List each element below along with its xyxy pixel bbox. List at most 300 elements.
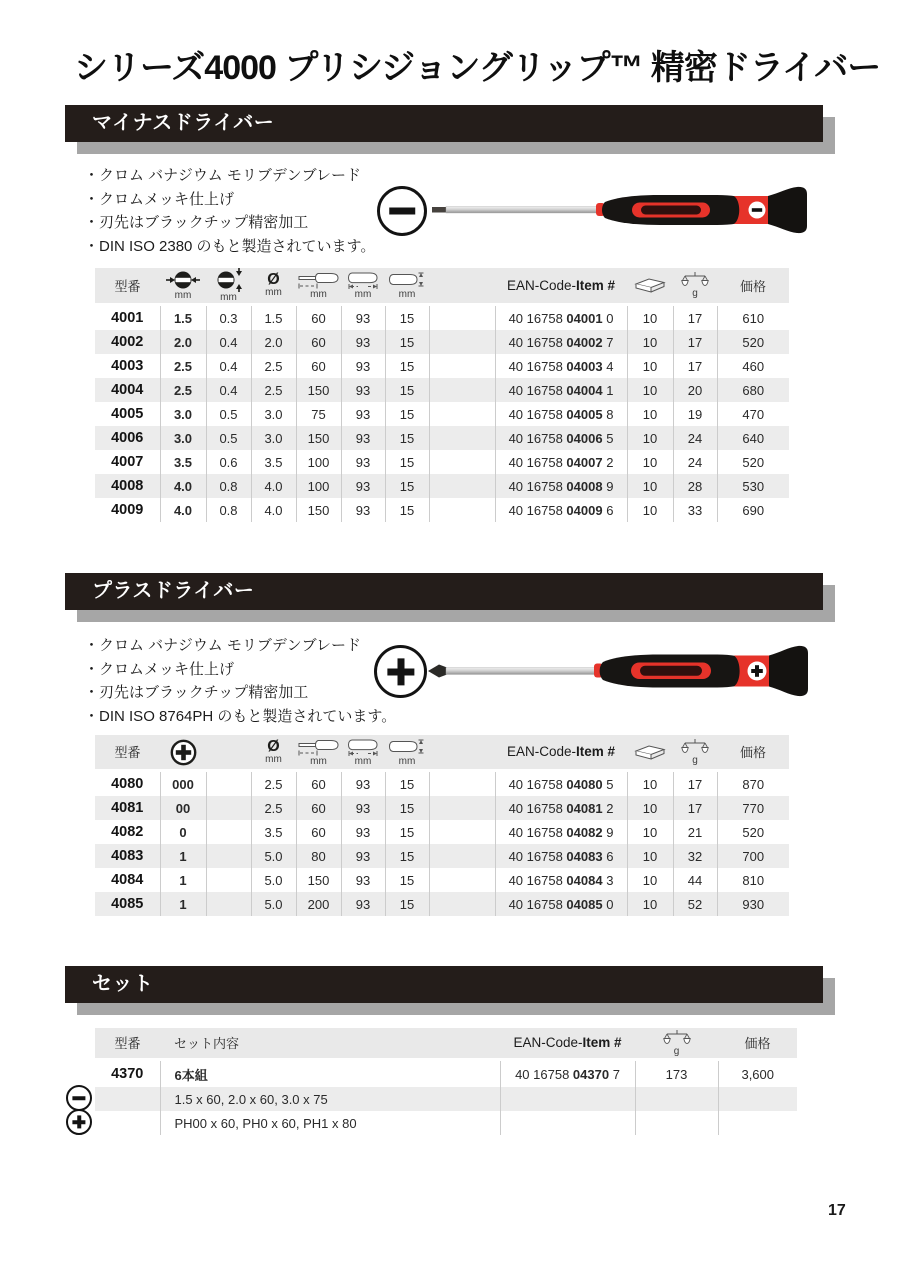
handle-length-value: 93 [341, 426, 385, 450]
blade-length-value: 150 [296, 378, 341, 402]
unit-label: g [673, 1045, 680, 1057]
spacer-cell [429, 868, 495, 892]
scale-icon [681, 739, 709, 755]
pack-quantity-value: 10 [627, 796, 673, 820]
handle-length-value: 93 [341, 354, 385, 378]
phillips-size-icon [170, 739, 197, 766]
handle-length-value: 93 [341, 474, 385, 498]
slotted-drivers-table [95, 268, 789, 522]
table-row [95, 868, 789, 892]
diameter-icon: Ø [267, 737, 280, 755]
model-number: 4008 [111, 478, 144, 494]
pack-quantity-value: 10 [627, 844, 673, 868]
table-row [95, 426, 789, 450]
price-value: 520 [717, 330, 789, 354]
set-table-wrapper [95, 1028, 797, 1135]
ean-code: 40 16758 04007 2 [495, 450, 627, 474]
table-row [95, 1111, 797, 1135]
pack-quantity-value: 10 [627, 426, 673, 450]
price-column-header: 価格 [717, 268, 789, 305]
handle-diameter-column-header [385, 735, 429, 771]
shaft-diameter-value: 2.5 [251, 771, 296, 797]
price-value: 810 [717, 868, 789, 892]
unit-label: g [692, 288, 698, 299]
handle-diameter-value: 15 [385, 771, 429, 797]
weight-column-header [673, 735, 717, 771]
model-number: 4009 [111, 502, 144, 518]
unit-label: g [692, 754, 698, 766]
blade-length-column-header [296, 268, 341, 305]
blade-thickness-icon [214, 268, 244, 292]
ean-code: 40 16758 04008 9 [495, 474, 627, 498]
shaft-diameter-value: 5.0 [251, 868, 296, 892]
pack-quantity-column-header [627, 268, 673, 305]
phillips-screwdriver-image [428, 640, 828, 702]
blank-cell [206, 796, 251, 820]
handle-length-icon [347, 271, 379, 289]
price-value: 460 [717, 354, 789, 378]
blade-thickness-value: 0.6 [206, 450, 251, 474]
weight-value: 17 [673, 771, 717, 797]
model-number: 4003 [111, 358, 144, 374]
section-header-sets [65, 966, 823, 1003]
handle-diameter-value: 15 [385, 450, 429, 474]
blade-length-value: 200 [296, 892, 341, 916]
blade-length-value: 100 [296, 450, 341, 474]
feature-item: ・ クロム バナジウム モリブデンブレード [84, 634, 396, 658]
handle-length-value: 93 [341, 820, 385, 844]
price-value [718, 1111, 797, 1135]
unit-label: mm [354, 289, 372, 300]
spacer-cell [429, 378, 495, 402]
pack-quantity-column-header [627, 735, 673, 771]
blade-width-value: 2.5 [160, 378, 206, 402]
unit-label: mm [265, 753, 282, 765]
model-number: 4081 [111, 800, 144, 816]
blade-length-value: 60 [296, 354, 341, 378]
phillips-size-value: 1 [160, 844, 206, 868]
ean-code: 40 16758 04005 8 [495, 402, 627, 426]
price-value: 520 [717, 450, 789, 474]
ean-column-header: EAN-Code-Item # [495, 268, 627, 305]
table-row [95, 474, 789, 498]
table-row [95, 378, 789, 402]
model-number: 4083 [111, 848, 144, 864]
weight-value: 52 [673, 892, 717, 916]
shaft-diameter-value: 3.5 [251, 450, 296, 474]
unit-label: mm [220, 292, 237, 303]
phillips-size-value: 000 [160, 771, 206, 797]
table-row [95, 820, 789, 844]
table-row [95, 402, 789, 426]
blade-width-value: 2.0 [160, 330, 206, 354]
handle-length-value: 93 [341, 796, 385, 820]
handle-diameter-icon [389, 738, 425, 756]
section-header-label: セット [92, 973, 154, 995]
price-column-header: 価格 [717, 735, 789, 771]
unit-label: mm [310, 289, 327, 300]
shaft-diameter-column-header [251, 268, 296, 305]
section-header-label: プラスドライバー [92, 580, 255, 602]
handle-length-value: 93 [341, 378, 385, 402]
model-number: 4085 [111, 896, 144, 912]
handle-length-column-header [341, 268, 385, 305]
pack-quantity-value: 10 [627, 892, 673, 916]
shaft-diameter-value: 4.0 [251, 474, 296, 498]
weight-value [635, 1111, 718, 1135]
table-row [95, 450, 789, 474]
weight-value: 32 [673, 844, 717, 868]
handle-length-value: 93 [341, 402, 385, 426]
pack-quantity-value: 10 [627, 498, 673, 522]
pack-quantity-value: 10 [627, 378, 673, 402]
spacer-cell [429, 820, 495, 844]
spacer-cell [429, 892, 495, 916]
slotted-screwdriver-image [432, 182, 824, 238]
pack-quantity-value: 10 [627, 450, 673, 474]
spacer-cell [429, 402, 495, 426]
price-value: 930 [717, 892, 789, 916]
handle-diameter-value: 15 [385, 474, 429, 498]
weight-value: 17 [673, 796, 717, 820]
shaft-diameter-value: 4.0 [251, 498, 296, 522]
pack-quantity-value: 10 [627, 402, 673, 426]
weight-value: 20 [673, 378, 717, 402]
table-row [95, 330, 789, 354]
ean-code: 40 16758 04081 2 [495, 796, 627, 820]
feature-item: ・ クロムメッキ仕上げ [84, 188, 375, 212]
weight-value: 44 [673, 868, 717, 892]
table-header-row [95, 1028, 797, 1060]
scale-icon [681, 272, 709, 288]
shaft-diameter-value: 5.0 [251, 892, 296, 916]
model-number: 4005 [111, 406, 144, 422]
pack-quantity-value: 10 [627, 868, 673, 892]
blade-length-column-header [296, 735, 341, 771]
price-value: 870 [717, 771, 789, 797]
blade-thickness-value: 0.8 [206, 498, 251, 522]
handle-diameter-value: 15 [385, 305, 429, 331]
price-value: 700 [717, 844, 789, 868]
ean-code: 40 16758 04080 5 [495, 771, 627, 797]
shaft-diameter-value: 1.5 [251, 305, 296, 331]
spacer-cell [429, 474, 495, 498]
minus-circle-icon [66, 1085, 92, 1111]
handle-diameter-value: 15 [385, 426, 429, 450]
weight-value: 28 [673, 474, 717, 498]
ean-code: 40 16758 04004 1 [495, 378, 627, 402]
spacer-column-header [429, 268, 495, 305]
blade-length-value: 80 [296, 844, 341, 868]
blade-width-column-header [160, 268, 206, 305]
blade-length-value: 60 [296, 771, 341, 797]
blade-thickness-value: 0.4 [206, 330, 251, 354]
handle-diameter-value: 15 [385, 868, 429, 892]
unit-label: mm [174, 290, 192, 301]
feature-item: ・ クロム バナジウム モリブデンブレード [84, 164, 375, 188]
ean-code: 40 16758 04370 7 [500, 1060, 635, 1088]
handle-length-icon [347, 738, 379, 756]
feature-list-phillips [84, 634, 396, 728]
model-number: 4084 [111, 872, 144, 888]
blade-length-value: 60 [296, 796, 341, 820]
phillips-size-value: 1 [160, 892, 206, 916]
blade-thickness-value: 0.5 [206, 402, 251, 426]
blade-length-value: 150 [296, 426, 341, 450]
blade-length-value: 60 [296, 305, 341, 331]
price-value: 530 [717, 474, 789, 498]
handle-length-value: 93 [341, 305, 385, 331]
price-value: 640 [717, 426, 789, 450]
weight-column-header [635, 1028, 718, 1060]
diameter-icon: Ø [267, 271, 280, 288]
unit-label: mm [398, 289, 416, 300]
table-header-row [95, 268, 789, 305]
price-value: 680 [717, 378, 789, 402]
blank-cell [206, 771, 251, 797]
page-number: 17 [828, 1202, 846, 1219]
handle-length-value: 93 [341, 868, 385, 892]
handle-diameter-icon [389, 271, 425, 289]
weight-value: 17 [673, 354, 717, 378]
feature-item: ・ クロムメッキ仕上げ [84, 658, 396, 682]
shaft-diameter-column-header [251, 735, 296, 771]
table-row [95, 796, 789, 820]
weight-value: 33 [673, 498, 717, 522]
pack-quantity-value: 10 [627, 771, 673, 797]
spacer-cell [429, 354, 495, 378]
blade-width-icon [166, 270, 200, 290]
set-content-value: 1.5 x 60, 2.0 x 60, 3.0 x 75 [160, 1087, 500, 1111]
table-row [95, 844, 789, 868]
set-content-column-header: セット内容 [160, 1028, 500, 1060]
ean-code: 40 16758 04003 4 [495, 354, 627, 378]
ean-code [500, 1087, 635, 1111]
section-header-phillips-drivers [65, 573, 823, 610]
unit-label: mm [398, 755, 416, 767]
ean-code: 40 16758 04083 6 [495, 844, 627, 868]
weight-value [635, 1087, 718, 1111]
model-number: 4006 [111, 430, 144, 446]
unit-label: mm [310, 755, 327, 767]
spacer-cell [429, 330, 495, 354]
price-value: 770 [717, 796, 789, 820]
plus-circle-icon [374, 645, 427, 698]
plus-circle-icon [66, 1109, 92, 1135]
phillips-size-value: 1 [160, 868, 206, 892]
spacer-cell [429, 498, 495, 522]
blade-length-value: 150 [296, 868, 341, 892]
ean-code: 40 16758 04009 6 [495, 498, 627, 522]
weight-value: 17 [673, 305, 717, 331]
handle-diameter-value: 15 [385, 892, 429, 916]
model-number: 4082 [111, 824, 144, 840]
phillips-size-column-header [160, 735, 206, 771]
price-value: 690 [717, 498, 789, 522]
blank-cell [206, 892, 251, 916]
handle-diameter-column-header [385, 268, 429, 305]
blade-length-value: 60 [296, 820, 341, 844]
spacer-cell [429, 796, 495, 820]
blade-width-value: 3.5 [160, 450, 206, 474]
ean-code: 40 16758 04002 7 [495, 330, 627, 354]
table-header-row [95, 735, 789, 771]
table-row [95, 1087, 797, 1111]
blade-thickness-value: 0.5 [206, 426, 251, 450]
shaft-diameter-value: 2.5 [251, 378, 296, 402]
blank-cell [206, 820, 251, 844]
ean-column-header: EAN-Code-Item # [500, 1028, 635, 1060]
model-number [95, 1087, 160, 1111]
shaft-diameter-value: 3.0 [251, 426, 296, 450]
blade-thickness-column-header [206, 268, 251, 305]
blade-length-value: 150 [296, 498, 341, 522]
weight-column-header [673, 268, 717, 305]
blade-width-value: 2.5 [160, 354, 206, 378]
blade-thickness-value: 0.8 [206, 474, 251, 498]
table-row [95, 354, 789, 378]
blade-length-icon [297, 271, 341, 289]
box-icon [634, 744, 666, 761]
blade-length-value: 60 [296, 330, 341, 354]
pack-quantity-value: 10 [627, 305, 673, 331]
table-row [95, 771, 789, 797]
blade-thickness-value: 0.4 [206, 378, 251, 402]
ean-code: 40 16758 04084 3 [495, 868, 627, 892]
shaft-diameter-value: 5.0 [251, 844, 296, 868]
blade-length-value: 100 [296, 474, 341, 498]
set-content-value: 6本組 [160, 1060, 500, 1088]
shaft-diameter-value: 2.5 [251, 354, 296, 378]
weight-value: 19 [673, 402, 717, 426]
weight-value: 21 [673, 820, 717, 844]
spacer-cell [429, 844, 495, 868]
blade-thickness-value: 0.3 [206, 305, 251, 331]
handle-length-value: 93 [341, 450, 385, 474]
handle-length-value: 93 [341, 498, 385, 522]
handle-diameter-value: 15 [385, 844, 429, 868]
ean-code: 40 16758 04006 5 [495, 426, 627, 450]
section-header-label: マイナスドライバー [92, 112, 275, 134]
ean-code [500, 1111, 635, 1135]
pack-quantity-value: 10 [627, 354, 673, 378]
set-content-value: PH00 x 60, PH0 x 60, PH1 x 80 [160, 1111, 500, 1135]
model-number: 4080 [111, 776, 144, 792]
shaft-diameter-value: 3.5 [251, 820, 296, 844]
box-icon [634, 277, 666, 294]
price-value: 3,600 [718, 1060, 797, 1088]
blade-thickness-value: 0.4 [206, 354, 251, 378]
model-column-header: 型番 [95, 268, 160, 305]
blade-width-value: 4.0 [160, 474, 206, 498]
price-value [718, 1087, 797, 1111]
weight-value: 173 [635, 1060, 718, 1088]
price-column-header: 価格 [718, 1028, 797, 1060]
minus-circle-icon [377, 186, 427, 236]
spacer-cell [429, 426, 495, 450]
price-value: 470 [717, 402, 789, 426]
table-row [95, 1060, 797, 1088]
model-number: 4002 [111, 334, 144, 350]
section-header-slotted-drivers [65, 105, 823, 142]
handle-diameter-value: 15 [385, 820, 429, 844]
weight-value: 24 [673, 450, 717, 474]
handle-length-value: 93 [341, 771, 385, 797]
handle-diameter-value: 15 [385, 796, 429, 820]
feature-item: ・ DIN ISO 2380 のもと製造されています。 [84, 235, 375, 259]
page-title: シリーズ4000 プリシジョングリップ™ 精密ドライバー [74, 49, 881, 87]
handle-diameter-value: 15 [385, 354, 429, 378]
model-number: 4001 [111, 310, 144, 326]
model-column-header: 型番 [95, 1028, 160, 1060]
unit-label: mm [265, 287, 282, 298]
blade-width-value: 3.0 [160, 402, 206, 426]
weight-value: 24 [673, 426, 717, 450]
model-number [95, 1111, 160, 1135]
phillips-size-value: 00 [160, 796, 206, 820]
blade-length-value: 75 [296, 402, 341, 426]
spacer-cell [429, 771, 495, 797]
feature-item: ・ DIN ISO 8764PH のもと製造されています。 [84, 705, 396, 729]
feature-item: ・ 刃先はブラックチップ精密加工 [84, 211, 375, 235]
blank-column-header [206, 735, 251, 771]
model-number: 4007 [111, 454, 144, 470]
spacer-column-header [429, 735, 495, 771]
handle-length-value: 93 [341, 892, 385, 916]
handle-diameter-value: 15 [385, 498, 429, 522]
ean-code: 40 16758 04001 0 [495, 305, 627, 331]
phillips-drivers-table [95, 735, 789, 916]
spacer-cell [429, 305, 495, 331]
feature-item: ・ 刃先はブラックチップ精密加工 [84, 681, 396, 705]
handle-diameter-value: 15 [385, 402, 429, 426]
unit-label: mm [354, 755, 372, 767]
price-value: 520 [717, 820, 789, 844]
pack-quantity-value: 10 [627, 330, 673, 354]
spacer-cell [429, 450, 495, 474]
blank-cell [206, 844, 251, 868]
weight-value: 17 [673, 330, 717, 354]
blade-width-value: 4.0 [160, 498, 206, 522]
pack-quantity-value: 10 [627, 820, 673, 844]
sets-table [95, 1028, 797, 1135]
blank-cell [206, 868, 251, 892]
table-row [95, 892, 789, 916]
handle-length-value: 93 [341, 330, 385, 354]
scale-icon [663, 1030, 691, 1046]
shaft-diameter-value: 2.5 [251, 796, 296, 820]
handle-length-value: 93 [341, 844, 385, 868]
shaft-diameter-value: 2.0 [251, 330, 296, 354]
table-row [95, 498, 789, 522]
ean-column-header: EAN-Code-Item # [495, 735, 627, 771]
phillips-size-value: 0 [160, 820, 206, 844]
pack-quantity-value: 10 [627, 474, 673, 498]
blade-length-icon [297, 738, 341, 756]
handle-diameter-value: 15 [385, 378, 429, 402]
model-column-header: 型番 [95, 735, 160, 771]
feature-list-slotted [84, 164, 375, 258]
blade-width-value: 3.0 [160, 426, 206, 450]
price-value: 610 [717, 305, 789, 331]
handle-length-column-header [341, 735, 385, 771]
model-number: 4370 [111, 1066, 144, 1082]
shaft-diameter-value: 3.0 [251, 402, 296, 426]
ean-code: 40 16758 04082 9 [495, 820, 627, 844]
blade-width-value: 1.5 [160, 305, 206, 331]
ean-code: 40 16758 04085 0 [495, 892, 627, 916]
table-row [95, 305, 789, 331]
